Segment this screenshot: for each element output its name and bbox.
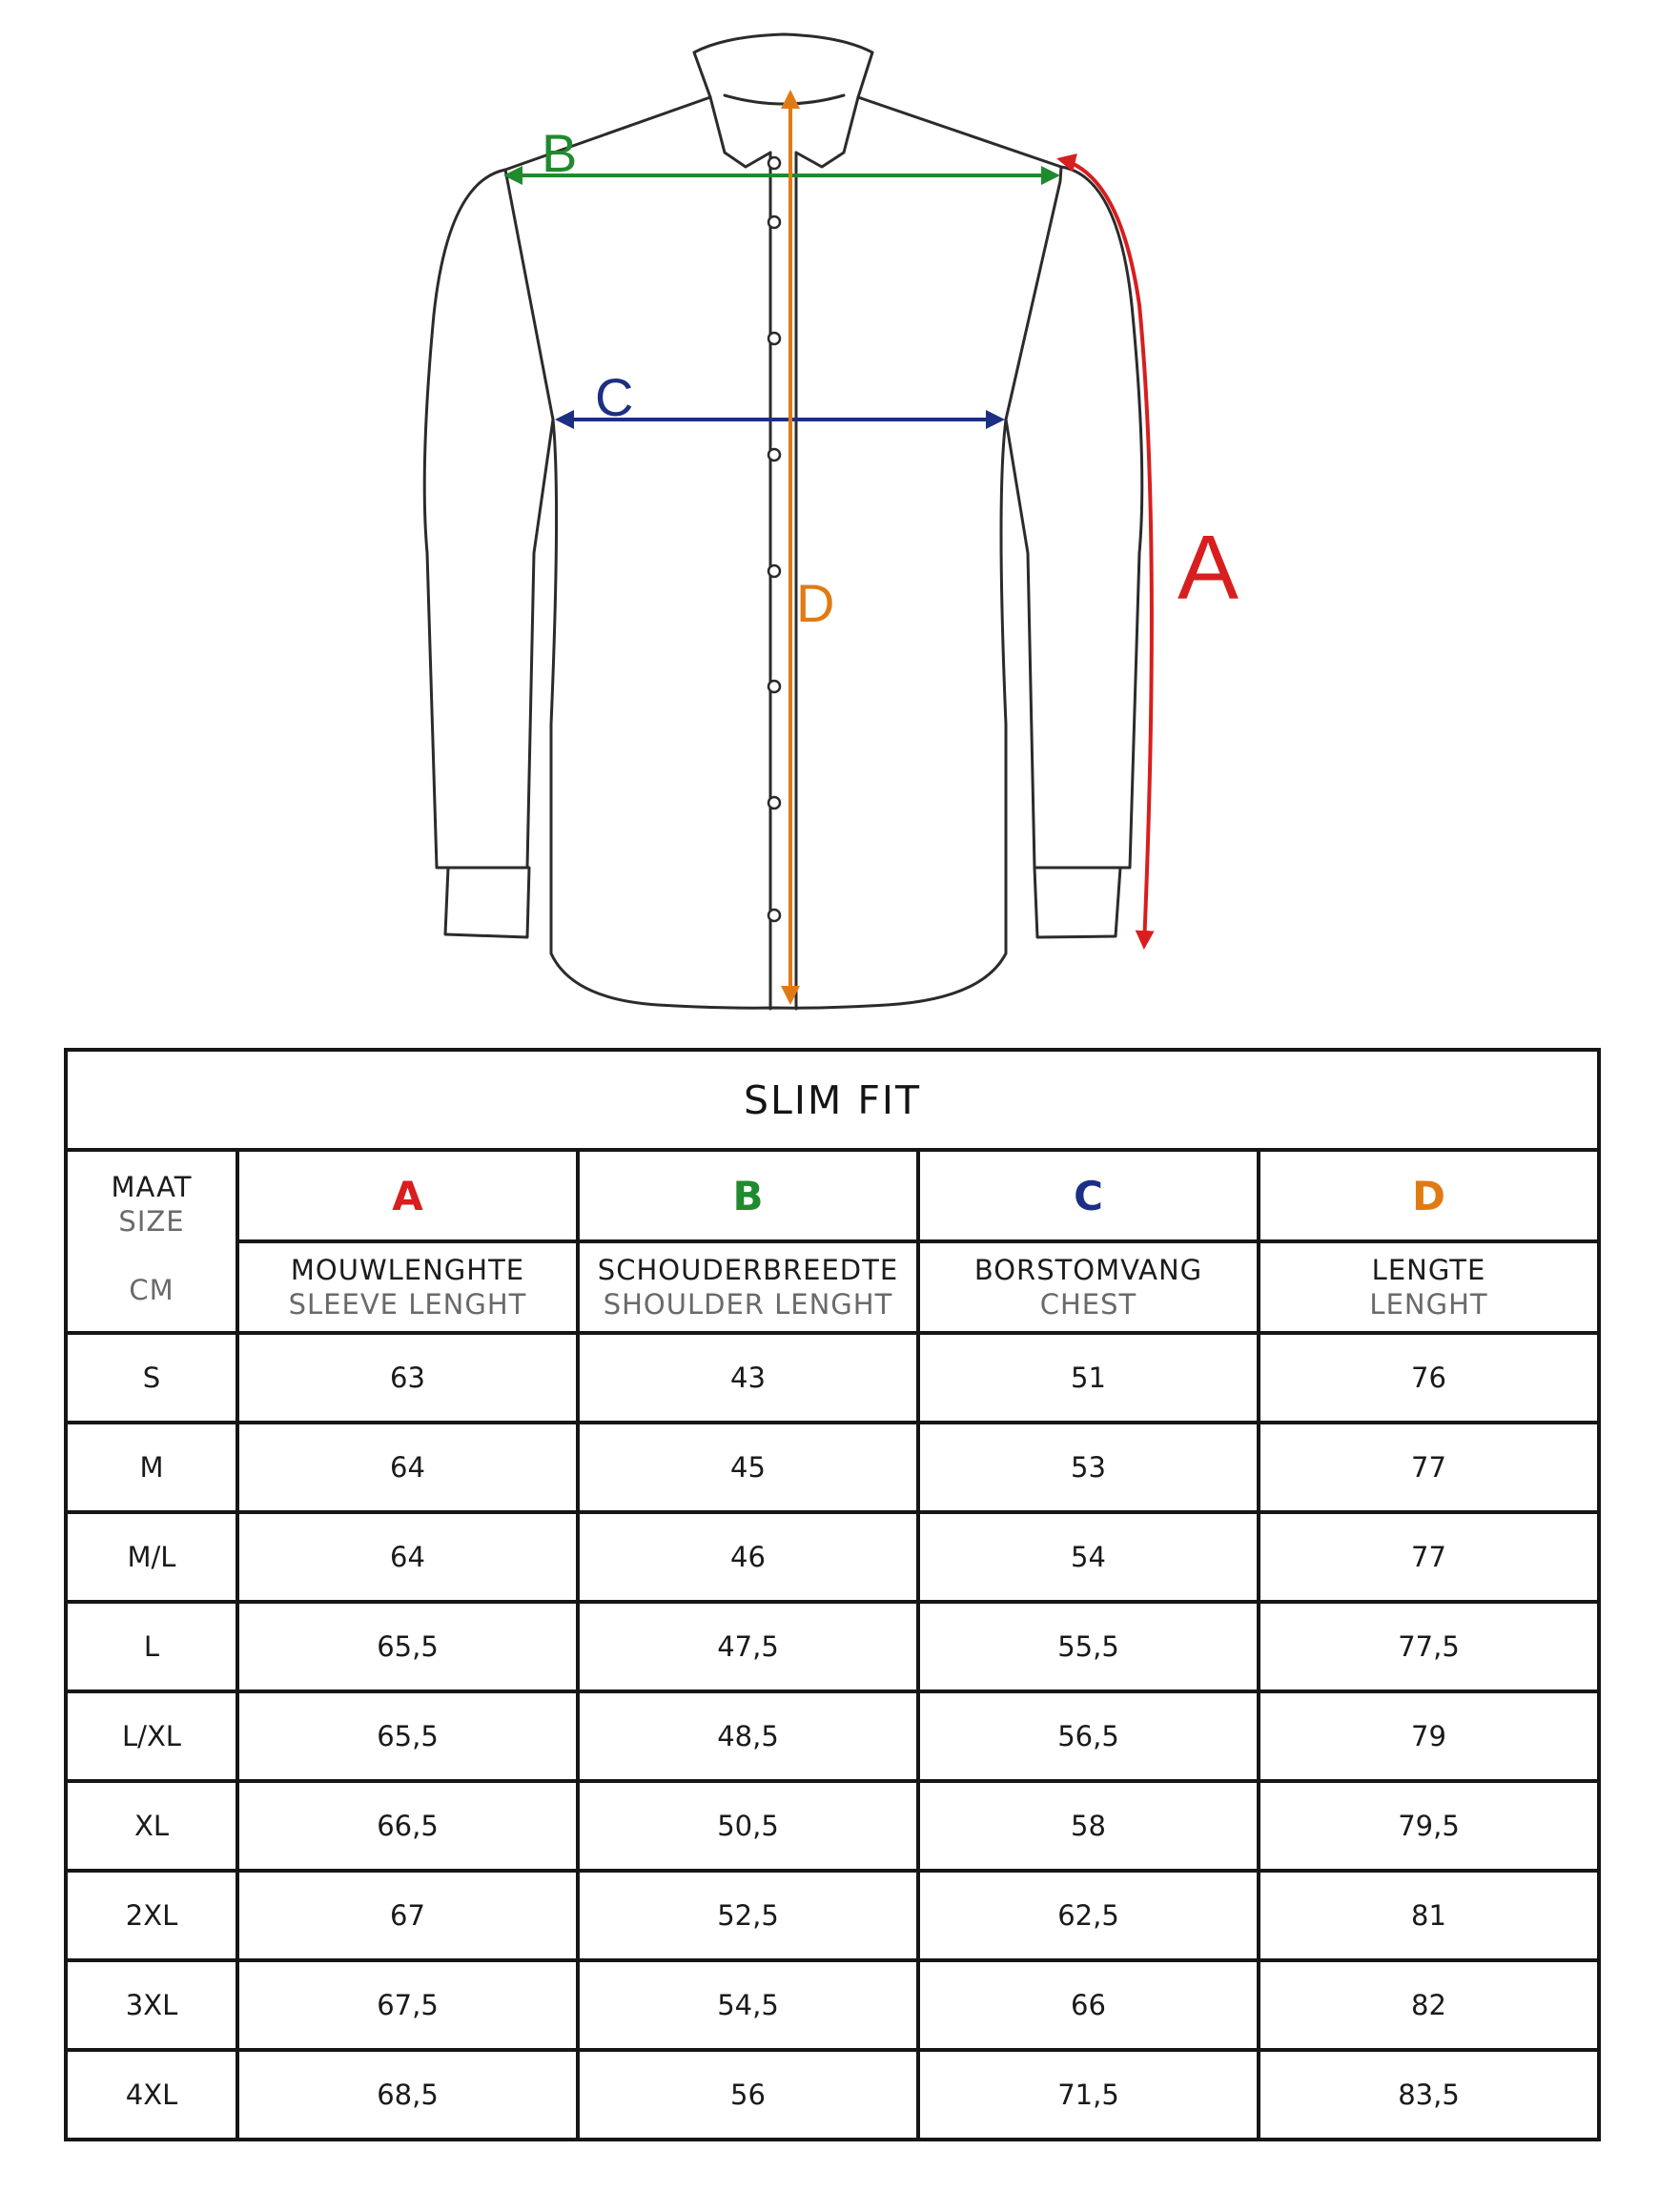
table-row: [66, 1871, 1599, 1960]
sleeve-cell: 64: [237, 1423, 578, 1512]
shirt-button: [768, 797, 780, 809]
shirt-button: [768, 565, 780, 577]
table-row: [66, 1960, 1599, 2050]
table-row: [66, 1512, 1599, 1602]
size-cell: 4XL: [66, 2050, 237, 2140]
sleeve-cell: 65,5: [237, 1691, 578, 1781]
neckband: [725, 95, 844, 104]
table-row: [66, 1423, 1599, 1512]
shirt-button: [768, 216, 780, 228]
left-cuff: [445, 868, 529, 937]
shoulder-cell: 43: [578, 1333, 918, 1423]
length-cell: 79: [1259, 1691, 1599, 1781]
column-letter-b: B: [578, 1150, 918, 1241]
column-label-chest: [918, 1241, 1259, 1333]
column-label-nl: MOUWLENGHTE: [290, 1254, 525, 1286]
chest-cell: 58: [918, 1781, 1259, 1871]
shoulder-cell: 45: [578, 1423, 918, 1512]
size-cell: XL: [66, 1781, 237, 1871]
length-cell: 82: [1259, 1960, 1599, 2050]
column-label-nl: LENGTE: [1371, 1254, 1486, 1286]
collar: [694, 34, 872, 97]
collar-left-point: [710, 97, 770, 167]
size-cell: 3XL: [66, 1960, 237, 2050]
title-row: [66, 1050, 1599, 1150]
size-cell: S: [66, 1333, 237, 1423]
shirt-button: [768, 910, 780, 921]
sleeve-cell: 67: [237, 1871, 578, 1960]
shoulder-cell: 52,5: [578, 1871, 918, 1960]
sleeve-cell: 67,5: [237, 1960, 578, 2050]
column-label-sleeve: [237, 1241, 578, 1333]
shoulder-cell: 50,5: [578, 1781, 918, 1871]
size-cell: 2XL: [66, 1871, 237, 1960]
chest-cell: 71,5: [918, 2050, 1259, 2140]
table-row: [66, 1691, 1599, 1781]
size-cell: L: [66, 1602, 237, 1691]
sleeve-measure-arrow: [1060, 159, 1152, 946]
shoulder-cell: 54,5: [578, 1960, 918, 2050]
shirt-button: [768, 681, 780, 692]
collar-right-point: [796, 97, 858, 167]
chest-cell: 54: [918, 1512, 1259, 1602]
table-row: [66, 2050, 1599, 2140]
size-cell: M/L: [66, 1512, 237, 1602]
column-label-shoulder: [578, 1241, 918, 1333]
column-letter-d: D: [1259, 1150, 1599, 1241]
sleeve-cell: 64: [237, 1512, 578, 1602]
sleeve-cell: 63: [237, 1333, 578, 1423]
size-header-cell: [66, 1150, 237, 1333]
chest-cell: 51: [918, 1333, 1259, 1423]
label-c: C: [595, 367, 634, 427]
shirt-button: [768, 449, 780, 461]
column-letter-a: A: [237, 1150, 578, 1241]
length-cell: 83,5: [1259, 2050, 1599, 2140]
table-row: [66, 1602, 1599, 1691]
label-row: [66, 1241, 1599, 1333]
shirt-measurement-diagram: [0, 0, 1659, 1039]
table-title: SLIM FIT: [66, 1050, 1599, 1150]
label-d: D: [796, 573, 835, 633]
sleeve-cell: 68,5: [237, 2050, 578, 2140]
column-label-en: SHOULDER LENGHT: [603, 1288, 893, 1321]
size-header-nl: MAAT: [111, 1171, 193, 1203]
shoulder-cell: 46: [578, 1512, 918, 1602]
shirt-body: [505, 97, 1061, 1008]
chest-cell: 53: [918, 1423, 1259, 1512]
shirt-button: [768, 157, 780, 169]
length-cell: 77: [1259, 1423, 1599, 1512]
shirt-button: [768, 333, 780, 344]
shirt-outline: [424, 34, 1142, 1009]
letter-row: [66, 1150, 1599, 1241]
size-cell: M: [66, 1423, 237, 1512]
chest-cell: 66: [918, 1960, 1259, 2050]
column-label-length: [1259, 1241, 1599, 1333]
shoulder-cell: 56: [578, 2050, 918, 2140]
size-unit: CM: [129, 1274, 174, 1306]
column-label-en: SLEEVE LENGHT: [288, 1288, 527, 1321]
column-label-nl: SCHOUDERBREEDTE: [597, 1254, 899, 1286]
chest-cell: 62,5: [918, 1871, 1259, 1960]
chest-cell: 56,5: [918, 1691, 1259, 1781]
table-row: [66, 1333, 1599, 1423]
chest-cell: 55,5: [918, 1602, 1259, 1691]
length-cell: 77: [1259, 1512, 1599, 1602]
length-cell: 79,5: [1259, 1781, 1599, 1871]
label-a: A: [1178, 517, 1239, 619]
length-cell: 77,5: [1259, 1602, 1599, 1691]
shoulder-cell: 48,5: [578, 1691, 918, 1781]
column-letter-c: C: [918, 1150, 1259, 1241]
size-chart-table: [64, 1048, 1601, 2141]
shoulder-cell: 47,5: [578, 1602, 918, 1691]
column-label-en: LENGHT: [1369, 1288, 1488, 1321]
length-cell: 76: [1259, 1333, 1599, 1423]
size-header-en: SIZE: [118, 1205, 185, 1238]
right-cuff: [1034, 868, 1120, 937]
column-label-en: CHEST: [1039, 1288, 1137, 1321]
column-label-nl: BORSTOMVANG: [973, 1254, 1203, 1286]
sleeve-cell: 66,5: [237, 1781, 578, 1871]
length-cell: 81: [1259, 1871, 1599, 1960]
left-sleeve: [424, 170, 553, 868]
sleeve-cell: 65,5: [237, 1602, 578, 1691]
label-b: B: [542, 123, 578, 183]
table-row: [66, 1781, 1599, 1871]
right-sleeve: [1006, 167, 1142, 868]
size-cell: L/XL: [66, 1691, 237, 1781]
